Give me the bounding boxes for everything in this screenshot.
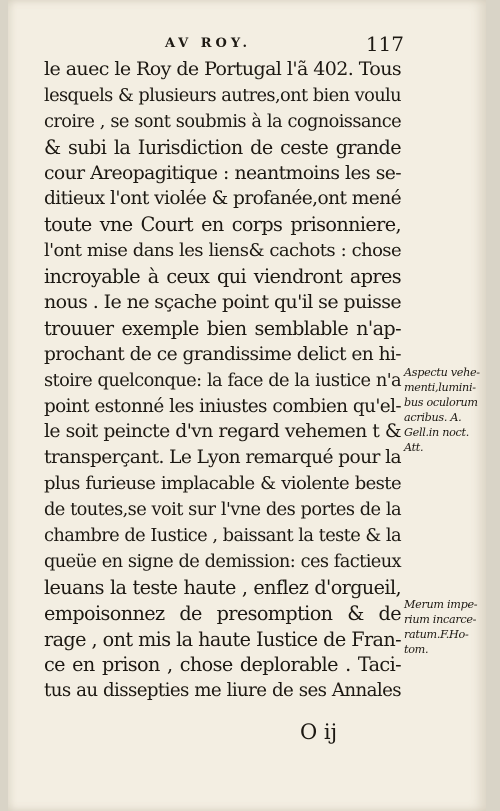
text-line: le auec le Roy de Portugal l'ã 402. Tous	[44, 58, 401, 80]
marginal-note-line: Aspectu vehe-	[404, 366, 480, 379]
text-line: rage , ont mis la haute Iustice de Fran-	[44, 627, 401, 651]
text-line: point estonné les iniustes combien qu'el-	[44, 395, 401, 417]
text-line: plus furieuse implacable & violente beste	[44, 473, 401, 495]
text-line: toute vne Court en corps prisonniere,	[44, 213, 401, 237]
text-line: stoire quelconque: la face de la iustice n'a	[44, 369, 401, 391]
marginal-note-line: ratum.F.Ho-	[404, 628, 469, 641]
marginal-note-hotman	[404, 597, 496, 657]
marginal-note-line: rium incarce-	[404, 613, 477, 626]
text-line: ditieux l'ont violée & profanée,ont mené	[44, 188, 401, 210]
text-line: cour Areopagitique : neantmoins les se-	[44, 162, 401, 184]
signature-mark: O ij	[300, 720, 338, 744]
text-line: de toutes,se voit sur l'vne des portes de la	[44, 499, 401, 521]
text-line: croire , se sont soubmis à la cognoissance	[44, 110, 401, 132]
text-line: ce en prison , chose deplorable . Taci-	[44, 653, 401, 677]
text-line: & subi la Iurisdiction de ceste grande	[44, 135, 401, 159]
body-text	[44, 57, 401, 704]
marginal-note-line: Merum impe-	[404, 598, 478, 611]
marginal-note-gellius	[404, 365, 496, 455]
marginal-note-line: tom.	[404, 643, 429, 656]
marginal-note-line: Gell.in noct.	[404, 426, 469, 439]
text-line: queüe en signe de demission: ces factieux	[44, 550, 401, 572]
text-line: incroyable à ceux qui viendront apres	[44, 265, 401, 289]
running-title: AV ROY.	[165, 36, 252, 51]
text-line: empoisonnez de presomption & de	[44, 601, 401, 625]
text-line: nous . Ie ne sçache point qu'il se puisse	[44, 291, 402, 314]
text-line: prochant de ce grandissime delict en hi-	[44, 343, 401, 365]
text-line: chambre de Iustice , baissant la teste & la	[44, 525, 401, 547]
page-number: 117	[365, 32, 404, 56]
text-line: le soit peincte d'vn regard vehemen t &	[44, 421, 401, 443]
text-line: leuans la teste haute , enflez d'orgueil,	[44, 575, 401, 599]
text-line: transperçant. Le Lyon remarqué pour la	[44, 447, 401, 469]
marginal-note-line: menti,lumini-	[404, 381, 476, 394]
text-line: trouuer exemple bien semblable n'ap-	[44, 316, 401, 340]
page-header	[44, 32, 404, 54]
marginal-note-line: Att.	[404, 441, 424, 454]
marginal-note-line: acribus. A.	[404, 411, 462, 424]
text-line: tus au dissepties me liure de ses Annales	[44, 680, 401, 702]
text-line: l'ont mise dans les liens& cachots : chose	[44, 240, 401, 262]
text-line: lesquels & plusieurs autres,ont bien voulu	[44, 84, 401, 106]
marginal-note-line: bus oculorum	[404, 396, 478, 409]
book-page	[8, 0, 486, 811]
